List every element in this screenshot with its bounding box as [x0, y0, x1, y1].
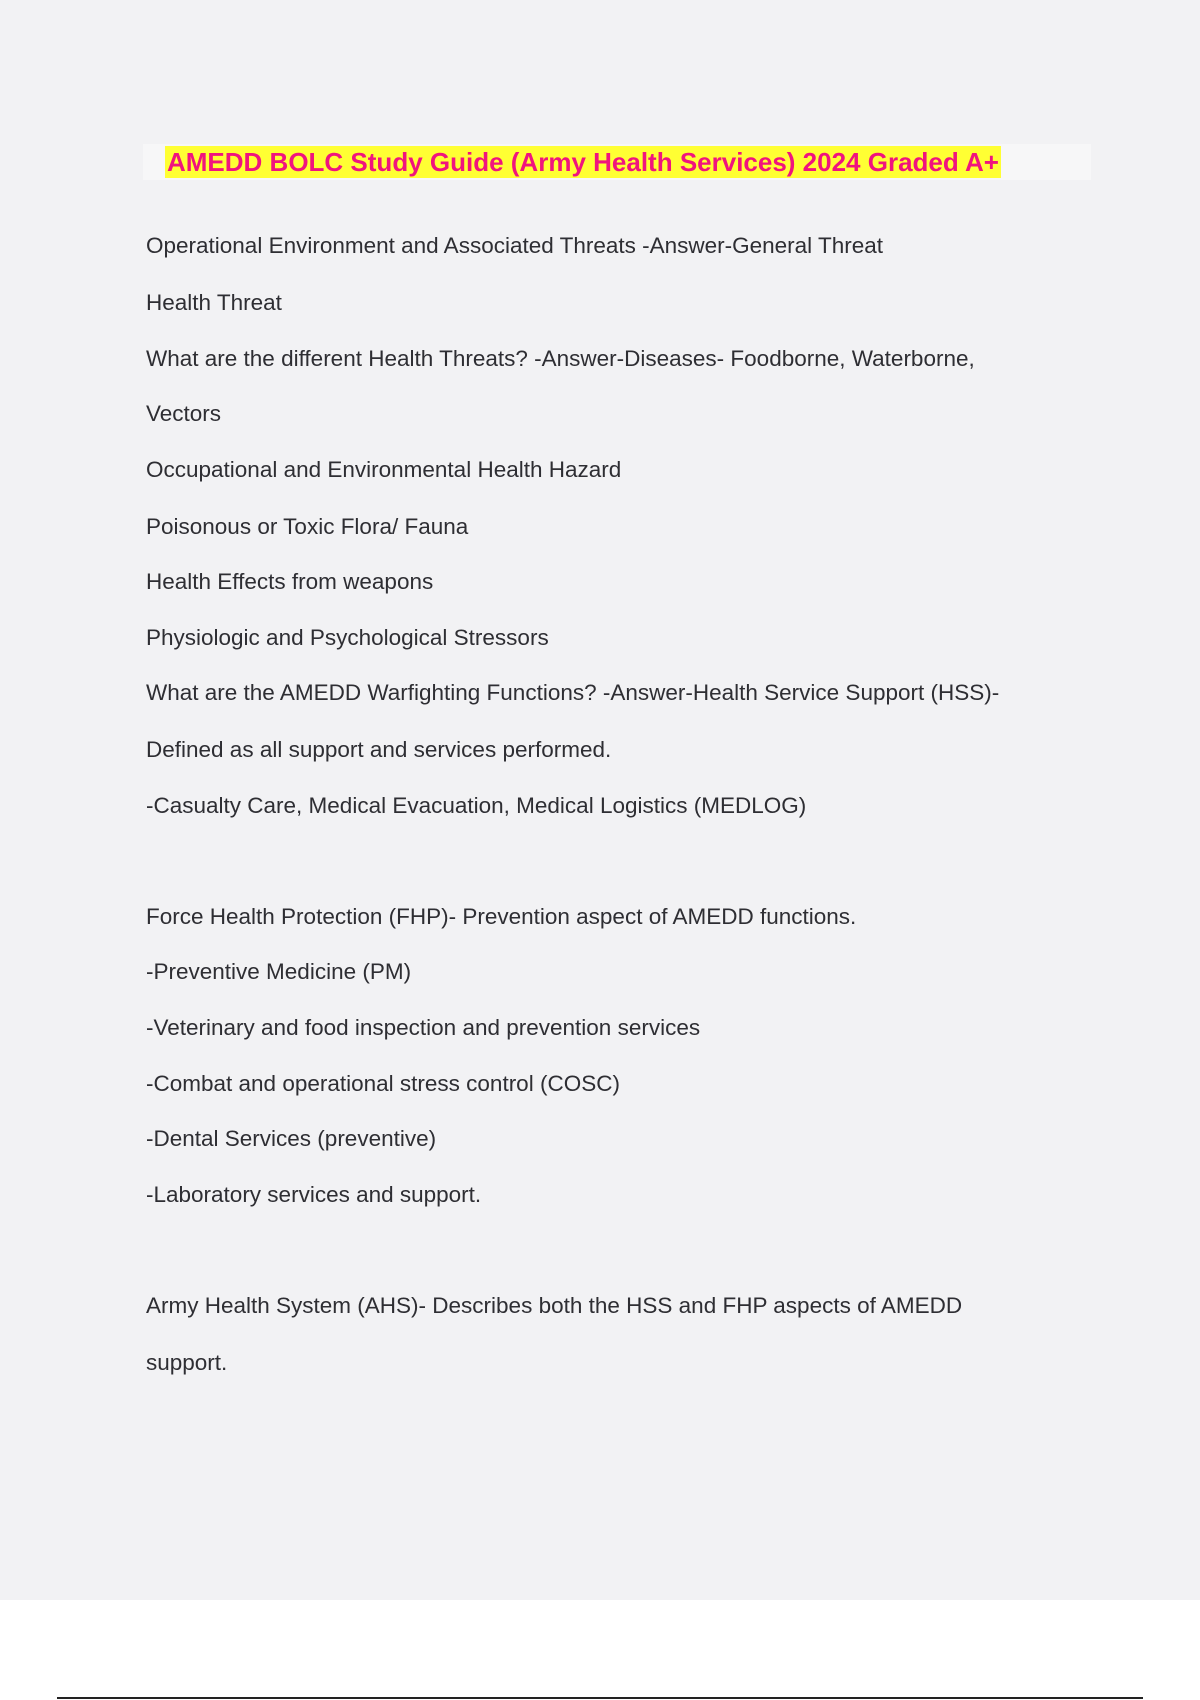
text-line: Defined as all support and services performed.	[146, 737, 612, 762]
text-line: -Preventive Medicine (PM)	[146, 959, 412, 984]
text-line: Poisonous or Toxic Flora/ Fauna	[146, 514, 469, 539]
text-line: What are the different Health Threats? -Answer-Diseases- Foodborne, Waterborne,	[146, 346, 975, 371]
text-line: What are the AMEDD Warfighting Functions? -Answer-Health Service Support (HSS)-	[146, 680, 1000, 705]
text-line: -Combat and operational stress control (COSC)	[146, 1071, 620, 1096]
footer-divider	[57, 1697, 1143, 1699]
text-line: Health Effects from weapons	[146, 569, 434, 594]
text-line: Physiologic and Psychological Stressors	[146, 625, 549, 650]
document-title: AMEDD BOLC Study Guide (Army Health Services) 2024 Graded A+	[167, 147, 999, 177]
text-line: Occupational and Environmental Health Hazard	[146, 457, 622, 482]
text-line: Force Health Protection (FHP)- Prevention aspect of AMEDD functions.	[146, 904, 857, 929]
text-line: Vectors	[146, 401, 222, 426]
text-line: -Dental Services (preventive)	[146, 1126, 437, 1151]
text-line: support.	[146, 1350, 228, 1375]
text-line: Operational Environment and Associated Threats -Answer-General Threat	[146, 233, 884, 258]
text-line: -Casualty Care, Medical Evacuation, Medical Logistics (MEDLOG)	[146, 793, 807, 818]
text-line: Health Threat	[146, 290, 282, 315]
text-line: -Veterinary and food inspection and prevention services	[146, 1015, 701, 1040]
text-line: Army Health System (AHS)- Describes both the HSS and FHP aspects of AMEDD	[146, 1293, 963, 1318]
text-line: -Laboratory services and support.	[146, 1182, 482, 1207]
